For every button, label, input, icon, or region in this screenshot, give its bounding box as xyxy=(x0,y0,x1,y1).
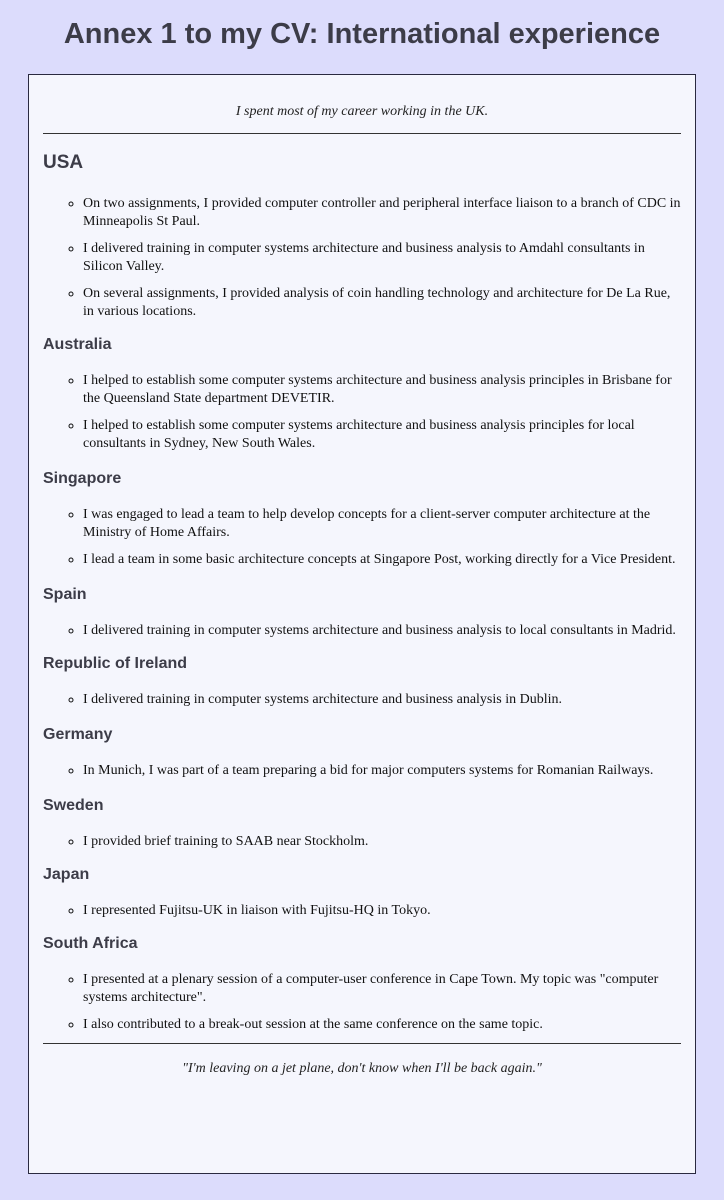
experience-item: ◦ I presented at a plenary session of a computer-user conference in Cape Town. My topic was "computer systems architecture". xyxy=(83,971,681,1007)
country-section-australia xyxy=(43,335,681,453)
country-section-usa xyxy=(43,152,681,321)
experience-item: ◦ On two assignments, I provided computer controller and peripheral interface liaison to a branch of CDC in Minneapolis St Paul. xyxy=(83,195,681,231)
experience-list xyxy=(43,622,681,640)
experience-list xyxy=(43,762,681,780)
experience-item: ◦ I delivered training in computer systems architecture and business analysis to Amdahl consultants in Silicon Valley. xyxy=(83,240,681,276)
country-heading: South Africa xyxy=(43,935,138,952)
country-heading: Spain xyxy=(43,586,87,603)
experience-item: ◦ I delivered training in computer systems architecture and business analysis to local consultants in Madrid. xyxy=(83,622,681,640)
content-card xyxy=(28,74,696,1174)
country-heading: Japan xyxy=(43,866,90,883)
country-heading: Sweden xyxy=(43,797,104,814)
country-sections xyxy=(43,152,681,1034)
page-title: Annex 1 to my CV: International experience xyxy=(63,18,661,50)
country-section-south-africa xyxy=(43,934,681,1034)
experience-item: ◦ I delivered training in computer systems architecture and business analysis in Dublin. xyxy=(83,691,681,709)
experience-item: ◦ I lead a team in some basic architecture concepts at Singapore Post, working directly for a Vice President. xyxy=(83,551,681,569)
experience-list xyxy=(43,971,681,1034)
country-section-spain xyxy=(43,585,681,640)
experience-item: ◦ I helped to establish some computer systems architecture and business analysis principles for local consultants in Sydney, New South Wales. xyxy=(83,417,681,453)
country-heading: Republic of Ireland xyxy=(43,655,188,672)
country-heading: Australia xyxy=(43,336,112,353)
experience-list xyxy=(43,691,681,709)
experience-item: ◦ On several assignments, I provided analysis of coin handling technology and architecture for De La Rue, in various locations. xyxy=(83,285,681,321)
country-heading: Singapore xyxy=(43,470,122,487)
experience-list xyxy=(43,902,681,920)
experience-item: ◦ I represented Fujitsu-UK in liaison with Fujitsu-HQ in Tokyo. xyxy=(83,902,681,920)
country-heading: Germany xyxy=(43,726,113,743)
country-section-germany xyxy=(43,725,681,780)
experience-list xyxy=(43,195,681,321)
country-section-sweden xyxy=(43,796,681,851)
country-section-singapore xyxy=(43,469,681,569)
country-heading: USA xyxy=(43,152,84,173)
experience-item: ◦ I also contributed to a break-out session at the same conference on the same topic. xyxy=(83,1016,681,1034)
experience-item: ◦ In Munich, I was part of a team preparing a bid for major computers systems for Romanian Railways. xyxy=(83,762,681,780)
experience-list xyxy=(43,833,681,851)
country-section-republic-of-ireland xyxy=(43,654,681,709)
experience-item: ◦ I was engaged to lead a team to help develop concepts for a client-server computer architecture at the Ministry of Home Affairs. xyxy=(83,506,681,542)
intro-text: I spent most of my career working in the UK. xyxy=(235,104,489,119)
experience-item: ◦ I provided brief training to SAAB near Stockholm. xyxy=(83,833,681,851)
bottom-divider xyxy=(43,1043,681,1044)
country-section-japan xyxy=(43,865,681,920)
experience-list xyxy=(43,372,681,453)
experience-item: ◦ I helped to establish some computer systems architecture and business analysis principles in Brisbane for the Queensland State department DEVETIR. xyxy=(83,372,681,408)
experience-list xyxy=(43,506,681,569)
outro-quote: "I'm leaving on a jet plane, don't know when I'll be back again." xyxy=(182,1061,542,1076)
top-divider xyxy=(43,133,681,134)
